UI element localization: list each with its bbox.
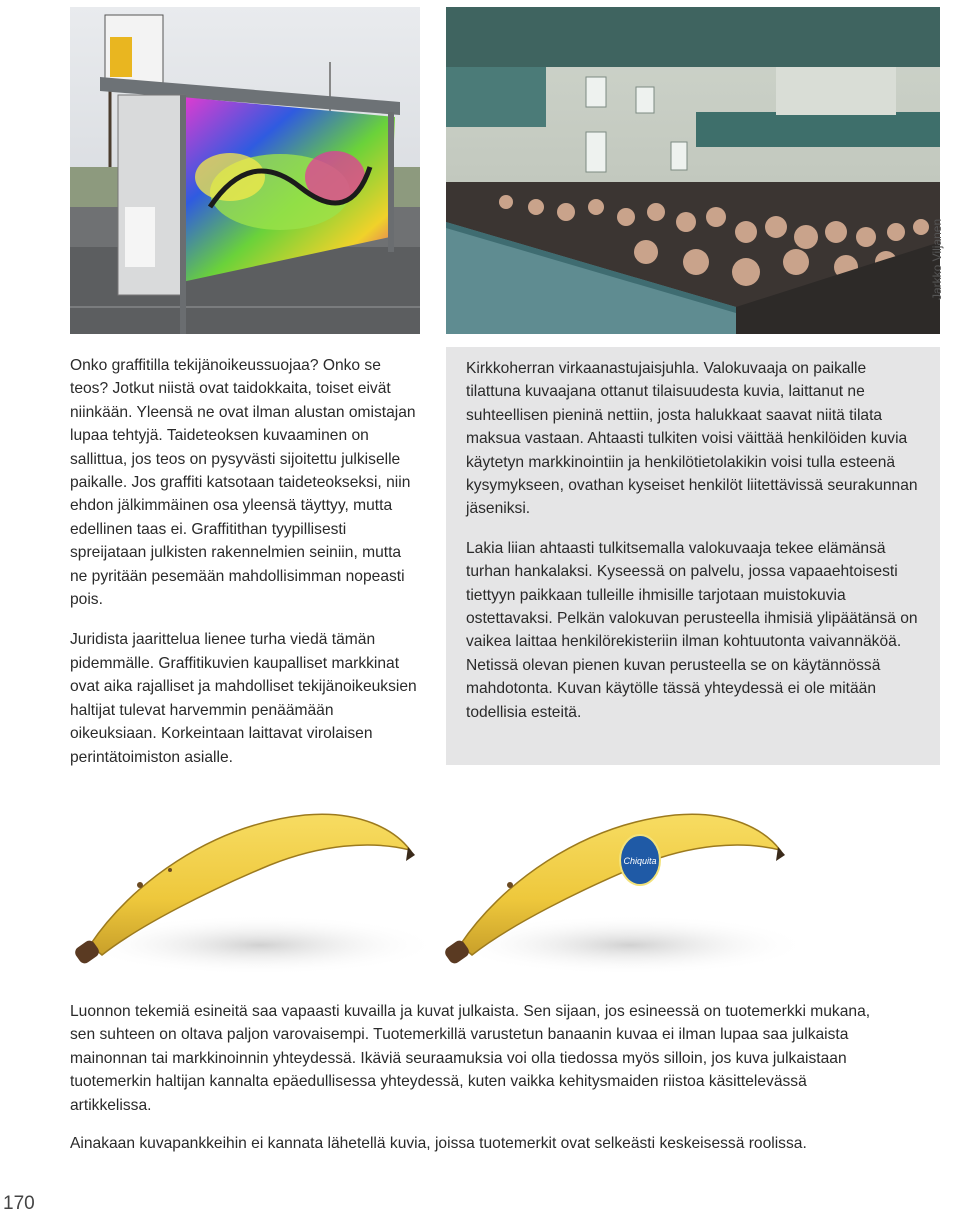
branded-banana bbox=[443, 814, 810, 975]
left-paragraph: Onko graffitilla tekijänoikeussuojaa? Onko se teos? Jotkut niistä ovat taidokkaita, toiset eivät niinkään. Yleensä ne ovat ilman alustan omistajan lupaa tehtyjä. Taideteoksen kuvaaminen on sallittua, jos teos on pysyvästi sijoitettu julkiselle paikalle. Jos graffiti katsotaan taideteokseksi, niin ehdon jälkimmäinen osa yleensä täyttyy, mutta edellinen taas ei. Graffitithan tyypillisesti spreijataan julkisten rakennelmien seiniin, mutta ne pyritään pesemään mahdollisimman nopeasti pois. bbox=[70, 357, 416, 609]
bottom-paragraph: Luonnon tekemiä esineitä saa vapaasti kuvailla ja kuvat julkaista. Sen sijaan, jos esineessä on tuotemerkki mukana, sen suhteen on oltava paljon varovaisempi. Tuotemerkillä varustetun banaanin kuvaa ei ilman lupaa saa julkaista mainonnan tai markkinoinnin yhteydessä. Ikäviä seuraamuksia voi olla tiedossa myös silloin, jos kuva julkaistaan tuotemerkin haltijan kannalta epäedullisessa yhteydessä, kuten vaikka kehitysmaiden riistoa käsittelevässä artikkelissa. bbox=[70, 1003, 871, 1114]
page-number: 170 bbox=[3, 1193, 35, 1214]
box-paragraph: Kirkkoherran virkaanastujaisjuhla. Valokuvaaja on paikalle tilattuna kuvaajana ottanut tilaisuudesta kuvia, laittanut ne suhteellisen pieninä nettiin, josta halukkaat saavat niitä tilata maksua vastaan. Ahtaasti tulkiten voisi väittää henkilöiden kuvia käytetyn markkinointiin ja henkilötietolakikin voisi tulla esteenä kysymykseen, ovathan kyseiset henkilöt liitettävissä seurakunnan jäseniksi. bbox=[466, 360, 918, 518]
left-column-text bbox=[70, 354, 422, 786]
bananas-illustration bbox=[70, 795, 870, 985]
graffiti-bus-stop-photo bbox=[70, 7, 420, 334]
plain-banana bbox=[73, 814, 440, 975]
church-congregation-photo bbox=[446, 7, 940, 334]
bottom-paragraph: Ainakaan kuvapankkeihin ei kannata lähetellä kuvia, joissa tuotemerkit ovat selkeästi keskeisessä roolissa. bbox=[70, 1135, 807, 1153]
church-caption-box bbox=[446, 347, 940, 765]
photo-credit-text: Jarkko Viljanen bbox=[930, 218, 944, 300]
chiquita-sticker bbox=[620, 835, 660, 885]
box-paragraph: Lakia liian ahtaasti tulkitsemalla valokuvaaja tekee elämänsä turhan hankalaksi. Kyseessä on palvelu, jossa vapaaehtoisesti tiettyyn paikkaan tulleille ihmisille tarjotaan muistokuvia ostettavaksi. Pelkän valokuvan perusteella ihmisiä ylipäätänsä on vaikea laittaa henkilörekisteriin ilman kohtuutonta vaivannäköä. Netissä olevan pienen kuvan perusteella se on käytännössä mahdotonta. Kuvan käytölle tässä yhteydessä ei ole mitään todellisia esteitä. bbox=[466, 539, 918, 721]
left-paragraph: Juridista jaarittelua lienee turha viedä tämän pidemmälle. Graffitikuvien kaupalliset markkinat ovat aika rajalliset ja mahdolliset tekijänoikeuksien haltijat tulevat harvemmin penäämään oikeuksiaan. Korkeintaan laittavat virolaisen perintätoimiston asialle. bbox=[70, 631, 417, 766]
bottom-text bbox=[70, 1000, 880, 1170]
sticker-text: Chiquita bbox=[623, 856, 657, 866]
